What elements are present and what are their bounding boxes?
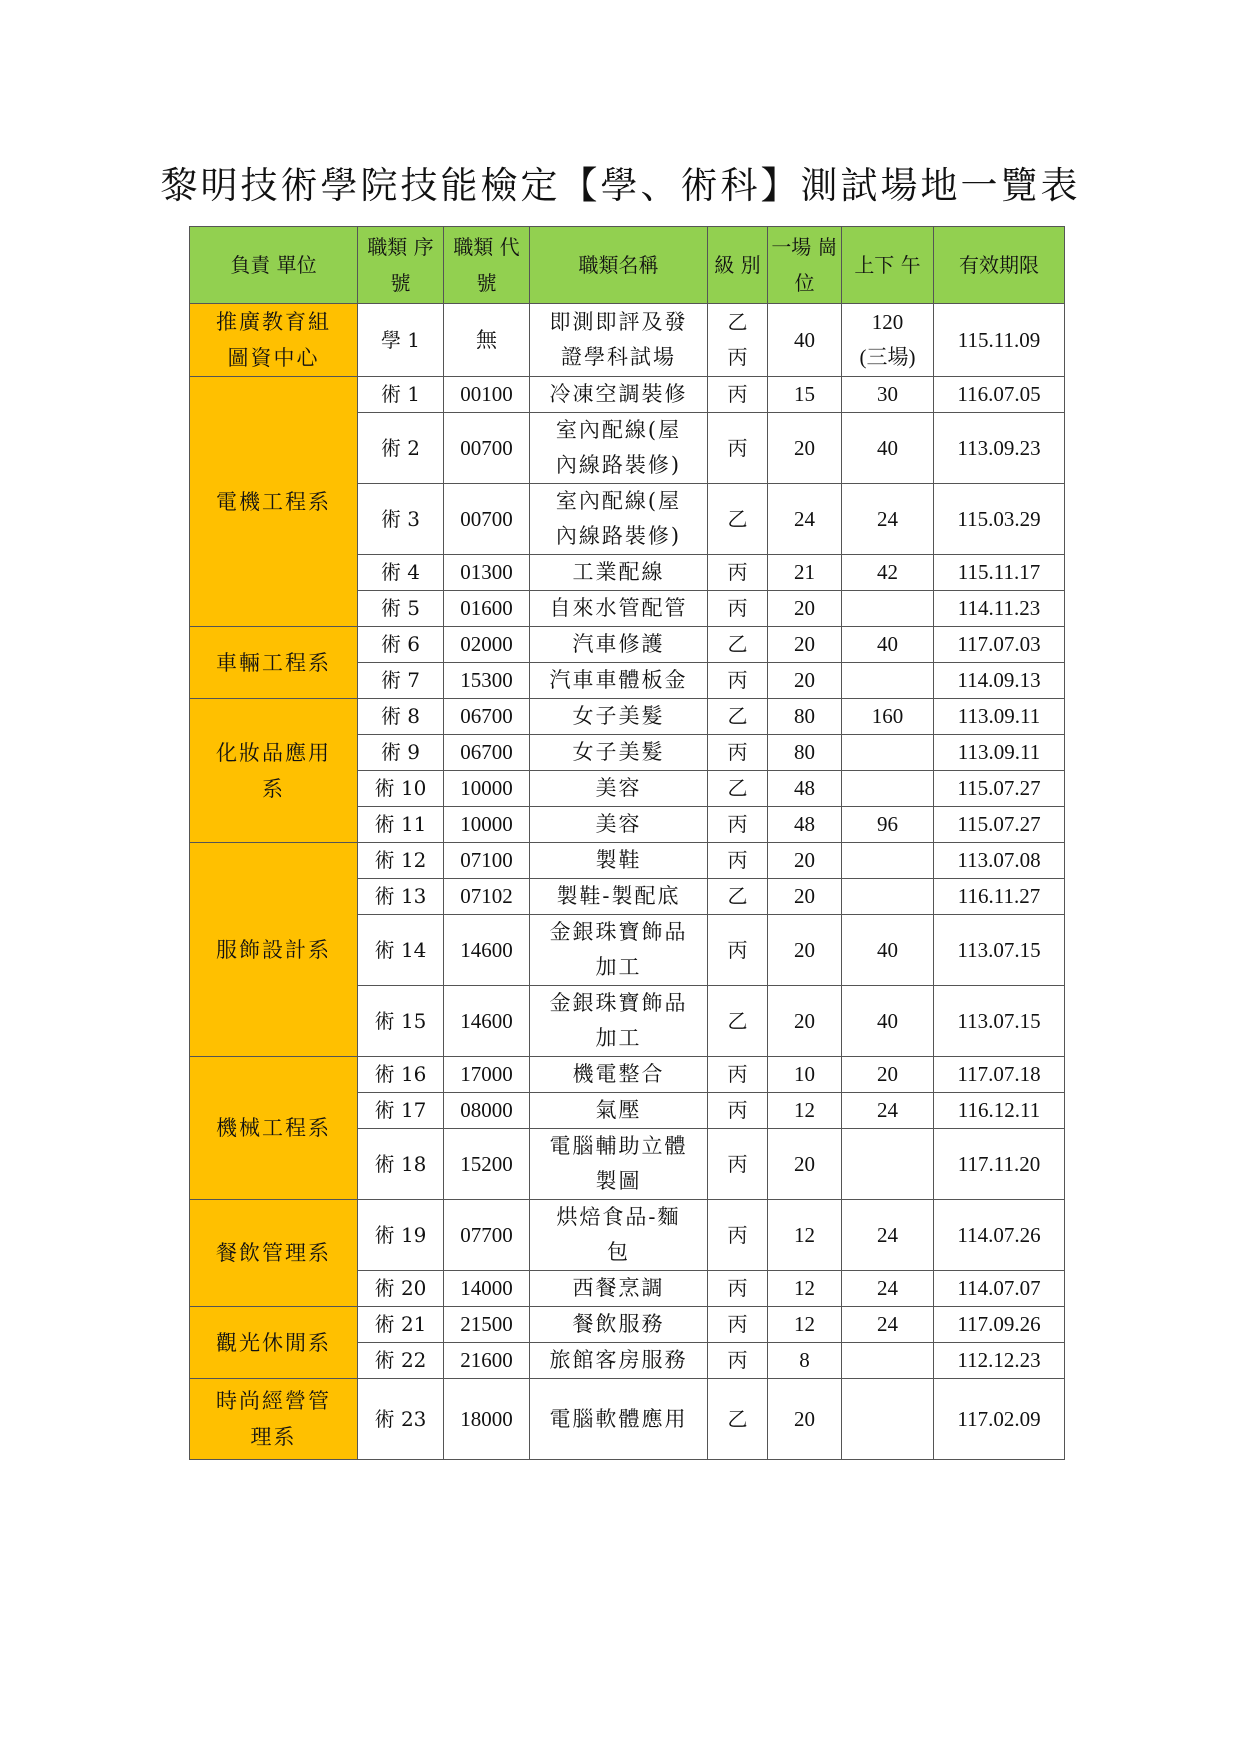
seq-cell: 術 4 bbox=[358, 555, 444, 591]
seq-cell: 術 12 bbox=[358, 843, 444, 879]
per-session-cell: 8 bbox=[768, 1343, 842, 1379]
ampm-cell bbox=[842, 1379, 934, 1460]
name-cell: 機電整合 bbox=[530, 1057, 708, 1093]
seq-cell: 術 8 bbox=[358, 699, 444, 735]
expiry-cell: 117.02.09 bbox=[934, 1379, 1065, 1460]
name-cell: 汽車車體板金 bbox=[530, 663, 708, 699]
seq-cell: 術 22 bbox=[358, 1343, 444, 1379]
level-cell: 乙 bbox=[708, 484, 768, 555]
name-cell: 冷凍空調裝修 bbox=[530, 377, 708, 413]
code-cell: 02000 bbox=[444, 627, 530, 663]
expiry-cell: 113.09.11 bbox=[934, 699, 1065, 735]
level-cell: 丙 bbox=[708, 807, 768, 843]
level-cell: 丙 bbox=[708, 591, 768, 627]
per-session-cell: 21 bbox=[768, 555, 842, 591]
seq-cell: 術 9 bbox=[358, 735, 444, 771]
seq-cell: 術 20 bbox=[358, 1271, 444, 1307]
per-session-cell: 20 bbox=[768, 1129, 842, 1200]
name-cell: 室內配線(屋 內線路裝修) bbox=[530, 484, 708, 555]
ampm-cell: 30 bbox=[842, 377, 934, 413]
seq-cell: 術 16 bbox=[358, 1057, 444, 1093]
expiry-cell: 115.11.09 bbox=[934, 304, 1065, 377]
expiry-cell: 115.07.27 bbox=[934, 807, 1065, 843]
code-cell: 無 bbox=[444, 304, 530, 377]
name-cell: 餐飲服務 bbox=[530, 1307, 708, 1343]
seq-cell: 學 1 bbox=[358, 304, 444, 377]
per-session-cell: 20 bbox=[768, 591, 842, 627]
level-cell: 丙 bbox=[708, 1093, 768, 1129]
department-cell: 車輛工程系 bbox=[190, 627, 358, 699]
level-cell: 丙 bbox=[708, 1343, 768, 1379]
code-cell: 00100 bbox=[444, 377, 530, 413]
code-cell: 14600 bbox=[444, 915, 530, 986]
level-cell: 丙 bbox=[708, 735, 768, 771]
per-session-cell: 20 bbox=[768, 663, 842, 699]
expiry-cell: 117.11.20 bbox=[934, 1129, 1065, 1200]
seq-cell: 術 23 bbox=[358, 1379, 444, 1460]
per-session-cell: 20 bbox=[768, 627, 842, 663]
name-cell: 女子美髮 bbox=[530, 699, 708, 735]
code-cell: 01600 bbox=[444, 591, 530, 627]
seq-cell: 術 6 bbox=[358, 627, 444, 663]
code-cell: 06700 bbox=[444, 735, 530, 771]
header-unit: 負責 單位 bbox=[190, 227, 358, 304]
seq-cell: 術 3 bbox=[358, 484, 444, 555]
seq-cell: 術 10 bbox=[358, 771, 444, 807]
name-cell: 金銀珠寶飾品 加工 bbox=[530, 986, 708, 1057]
per-session-cell: 12 bbox=[768, 1093, 842, 1129]
level-cell: 乙 bbox=[708, 627, 768, 663]
per-session-cell: 48 bbox=[768, 771, 842, 807]
seq-cell: 術 5 bbox=[358, 591, 444, 627]
ampm-cell: 24 bbox=[842, 1271, 934, 1307]
header-row bbox=[190, 227, 1065, 304]
department-cell: 觀光休閒系 bbox=[190, 1307, 358, 1379]
name-cell: 自來水管配管 bbox=[530, 591, 708, 627]
name-cell: 西餐烹調 bbox=[530, 1271, 708, 1307]
name-cell: 工業配線 bbox=[530, 555, 708, 591]
name-cell: 即測即評及發 證學科試場 bbox=[530, 304, 708, 377]
code-cell: 07100 bbox=[444, 843, 530, 879]
department-cell: 電機工程系 bbox=[190, 377, 358, 627]
code-cell: 07700 bbox=[444, 1200, 530, 1271]
per-session-cell: 40 bbox=[768, 304, 842, 377]
per-session-cell: 12 bbox=[768, 1271, 842, 1307]
level-cell: 丙 bbox=[708, 377, 768, 413]
code-cell: 10000 bbox=[444, 807, 530, 843]
expiry-cell: 117.07.18 bbox=[934, 1057, 1065, 1093]
level-cell: 丙 bbox=[708, 663, 768, 699]
level-cell: 乙 丙 bbox=[708, 304, 768, 377]
table-row bbox=[190, 699, 1065, 735]
table-row bbox=[190, 377, 1065, 413]
seq-cell: 術 17 bbox=[358, 1093, 444, 1129]
code-cell: 18000 bbox=[444, 1379, 530, 1460]
header-per-session: 一場 崗位 bbox=[768, 227, 842, 304]
code-cell: 15300 bbox=[444, 663, 530, 699]
table-body bbox=[190, 304, 1065, 1460]
name-cell: 美容 bbox=[530, 771, 708, 807]
expiry-cell: 113.07.15 bbox=[934, 915, 1065, 986]
ampm-cell: 24 bbox=[842, 1093, 934, 1129]
table-row bbox=[190, 1057, 1065, 1093]
per-session-cell: 12 bbox=[768, 1200, 842, 1271]
ampm-cell: 120 (三場) bbox=[842, 304, 934, 377]
ampm-cell: 40 bbox=[842, 915, 934, 986]
table-row bbox=[190, 1307, 1065, 1343]
expiry-cell: 115.07.27 bbox=[934, 771, 1065, 807]
expiry-cell: 113.09.23 bbox=[934, 413, 1065, 484]
per-session-cell: 24 bbox=[768, 484, 842, 555]
name-cell: 電腦輔助立體 製圖 bbox=[530, 1129, 708, 1200]
code-cell: 10000 bbox=[444, 771, 530, 807]
expiry-cell: 116.07.05 bbox=[934, 377, 1065, 413]
expiry-cell: 114.11.23 bbox=[934, 591, 1065, 627]
name-cell: 氣壓 bbox=[530, 1093, 708, 1129]
ampm-cell bbox=[842, 1129, 934, 1200]
seq-cell: 術 11 bbox=[358, 807, 444, 843]
ampm-cell bbox=[842, 1343, 934, 1379]
code-cell: 17000 bbox=[444, 1057, 530, 1093]
ampm-cell bbox=[842, 663, 934, 699]
seq-cell: 術 19 bbox=[358, 1200, 444, 1271]
seq-cell: 術 21 bbox=[358, 1307, 444, 1343]
header-name: 職類名稱 bbox=[530, 227, 708, 304]
department-cell: 推廣教育組 圖資中心 bbox=[190, 304, 358, 377]
expiry-cell: 117.07.03 bbox=[934, 627, 1065, 663]
name-cell: 汽車修護 bbox=[530, 627, 708, 663]
department-cell: 化妝品應用 系 bbox=[190, 699, 358, 843]
per-session-cell: 20 bbox=[768, 1379, 842, 1460]
level-cell: 丙 bbox=[708, 1271, 768, 1307]
per-session-cell: 12 bbox=[768, 1307, 842, 1343]
seq-cell: 術 2 bbox=[358, 413, 444, 484]
department-cell: 服飾設計系 bbox=[190, 843, 358, 1057]
level-cell: 丙 bbox=[708, 843, 768, 879]
code-cell: 00700 bbox=[444, 484, 530, 555]
table-row bbox=[190, 1379, 1065, 1460]
level-cell: 丙 bbox=[708, 1057, 768, 1093]
ampm-cell: 40 bbox=[842, 413, 934, 484]
code-cell: 01300 bbox=[444, 555, 530, 591]
header-level: 級 別 bbox=[708, 227, 768, 304]
per-session-cell: 80 bbox=[768, 735, 842, 771]
code-cell: 08000 bbox=[444, 1093, 530, 1129]
expiry-cell: 115.11.17 bbox=[934, 555, 1065, 591]
code-cell: 21500 bbox=[444, 1307, 530, 1343]
seq-cell: 術 15 bbox=[358, 986, 444, 1057]
code-cell: 07102 bbox=[444, 879, 530, 915]
seq-cell: 術 1 bbox=[358, 377, 444, 413]
ampm-cell bbox=[842, 843, 934, 879]
name-cell: 金銀珠寶飾品 加工 bbox=[530, 915, 708, 986]
ampm-cell bbox=[842, 591, 934, 627]
seq-cell: 術 18 bbox=[358, 1129, 444, 1200]
level-cell: 丙 bbox=[708, 1307, 768, 1343]
per-session-cell: 48 bbox=[768, 807, 842, 843]
ampm-cell: 24 bbox=[842, 1307, 934, 1343]
name-cell: 美容 bbox=[530, 807, 708, 843]
name-cell: 製鞋-製配底 bbox=[530, 879, 708, 915]
expiry-cell: 113.07.15 bbox=[934, 986, 1065, 1057]
name-cell: 旅館客房服務 bbox=[530, 1343, 708, 1379]
ampm-cell bbox=[842, 879, 934, 915]
seq-cell: 術 7 bbox=[358, 663, 444, 699]
department-cell: 時尚經營管 理系 bbox=[190, 1379, 358, 1460]
department-cell: 餐飲管理系 bbox=[190, 1200, 358, 1307]
code-cell: 00700 bbox=[444, 413, 530, 484]
code-cell: 15200 bbox=[444, 1129, 530, 1200]
level-cell: 丙 bbox=[708, 555, 768, 591]
page-title: 黎明技術學院技能檢定【學、術科】測試場地一覽表 bbox=[160, 164, 1081, 207]
table-row bbox=[190, 843, 1065, 879]
ampm-cell: 160 bbox=[842, 699, 934, 735]
ampm-cell: 24 bbox=[842, 1200, 934, 1271]
ampm-cell: 40 bbox=[842, 627, 934, 663]
ampm-cell bbox=[842, 771, 934, 807]
name-cell: 女子美髮 bbox=[530, 735, 708, 771]
level-cell: 乙 bbox=[708, 771, 768, 807]
per-session-cell: 10 bbox=[768, 1057, 842, 1093]
per-session-cell: 80 bbox=[768, 699, 842, 735]
ampm-cell: 24 bbox=[842, 484, 934, 555]
ampm-cell: 96 bbox=[842, 807, 934, 843]
expiry-cell: 113.09.11 bbox=[934, 735, 1065, 771]
table-row bbox=[190, 304, 1065, 377]
code-cell: 14000 bbox=[444, 1271, 530, 1307]
per-session-cell: 20 bbox=[768, 843, 842, 879]
expiry-cell: 116.11.27 bbox=[934, 879, 1065, 915]
ampm-cell bbox=[842, 735, 934, 771]
level-cell: 丙 bbox=[708, 915, 768, 986]
ampm-cell: 42 bbox=[842, 555, 934, 591]
header-expiry: 有效期限 bbox=[934, 227, 1065, 304]
ampm-cell: 40 bbox=[842, 986, 934, 1057]
expiry-cell: 115.03.29 bbox=[934, 484, 1065, 555]
header-seq: 職類 序號 bbox=[358, 227, 444, 304]
per-session-cell: 20 bbox=[768, 915, 842, 986]
level-cell: 乙 bbox=[708, 879, 768, 915]
level-cell: 乙 bbox=[708, 699, 768, 735]
seq-cell: 術 14 bbox=[358, 915, 444, 986]
expiry-cell: 113.07.08 bbox=[934, 843, 1065, 879]
venue-table bbox=[189, 226, 1065, 1460]
table-row bbox=[190, 627, 1065, 663]
name-cell: 室內配線(屋 內線路裝修) bbox=[530, 413, 708, 484]
table-row bbox=[190, 1200, 1065, 1271]
expiry-cell: 117.09.26 bbox=[934, 1307, 1065, 1343]
expiry-cell: 114.07.07 bbox=[934, 1271, 1065, 1307]
expiry-cell: 114.09.13 bbox=[934, 663, 1065, 699]
level-cell: 乙 bbox=[708, 986, 768, 1057]
per-session-cell: 15 bbox=[768, 377, 842, 413]
level-cell: 乙 bbox=[708, 1379, 768, 1460]
name-cell: 製鞋 bbox=[530, 843, 708, 879]
level-cell: 丙 bbox=[708, 1129, 768, 1200]
name-cell: 電腦軟體應用 bbox=[530, 1379, 708, 1460]
expiry-cell: 114.07.26 bbox=[934, 1200, 1065, 1271]
level-cell: 丙 bbox=[708, 413, 768, 484]
department-cell: 機械工程系 bbox=[190, 1057, 358, 1200]
header-ampm: 上下 午 bbox=[842, 227, 934, 304]
ampm-cell: 20 bbox=[842, 1057, 934, 1093]
code-cell: 14600 bbox=[444, 986, 530, 1057]
per-session-cell: 20 bbox=[768, 879, 842, 915]
expiry-cell: 116.12.11 bbox=[934, 1093, 1065, 1129]
expiry-cell: 112.12.23 bbox=[934, 1343, 1065, 1379]
header-code: 職類 代號 bbox=[444, 227, 530, 304]
per-session-cell: 20 bbox=[768, 986, 842, 1057]
level-cell: 丙 bbox=[708, 1200, 768, 1271]
seq-cell: 術 13 bbox=[358, 879, 444, 915]
per-session-cell: 20 bbox=[768, 413, 842, 484]
code-cell: 06700 bbox=[444, 699, 530, 735]
code-cell: 21600 bbox=[444, 1343, 530, 1379]
name-cell: 烘焙食品-麵 包 bbox=[530, 1200, 708, 1271]
